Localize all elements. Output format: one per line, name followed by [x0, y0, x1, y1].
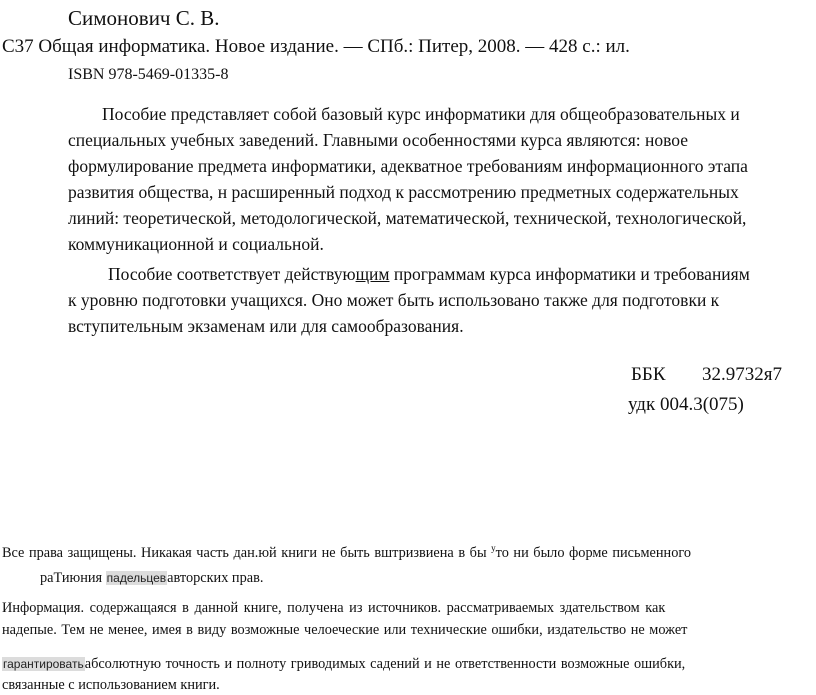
disclaimer-line: Информация. содержащаяся в данной книге, получена из источников. рассматриваемых здательством как: [2, 600, 666, 616]
abstract-line: Пособие представляет собой базовый курс информатики для общеобразовательных и: [102, 104, 740, 124]
usage-line: [68, 261, 816, 287]
rights-text: Все права защищены. Никакая часть дан.юй книги не быть вштризвиена в бы: [2, 545, 487, 561]
disclaimer-line: надепые. Тем не менее, имея в виду возможные челоеческие или технические ошибки, издательство не может: [2, 622, 688, 638]
abstract-line: коммуникационной и социальной.: [68, 234, 324, 254]
abstract-paragraph: [68, 101, 816, 257]
usage-paragraph: [68, 261, 816, 339]
rights-text: авторских прав.: [167, 570, 264, 586]
rights-text: абсолютную точность и полноту гриводимых садений и не ответственности возможные ошибки,: [84, 656, 686, 672]
bbk-label: ББК: [631, 364, 666, 385]
abstract-line: формулирование предмета информатики, адекватное требованиям информационного этапа: [68, 156, 748, 176]
underlined-text: щим: [355, 264, 390, 284]
udk-code: удк 004.3(075): [628, 394, 744, 415]
rights-text: то ни было форме письменного: [495, 545, 692, 561]
bbk-code: 32.9732я7: [702, 364, 782, 385]
usage-text: Пособие соответствует действую: [108, 264, 356, 284]
rights-line: [40, 568, 816, 588]
disclaimer-line: [2, 654, 816, 674]
abstract-line: линий: теоретической, методологической, математической, технической, технологической,: [68, 208, 747, 228]
rights-text: раТиюния: [40, 570, 106, 586]
rights-line: [2, 538, 816, 563]
usage-text: программам курса информатики и требованиям: [389, 264, 750, 284]
disclaimer-line: связанные с использованием книги.: [2, 677, 220, 693]
abstract-line: специальных учебных заведений. Главными особенностями курса являются: новое: [68, 130, 688, 150]
highlighted-word: гарантировать: [3, 657, 84, 671]
bibliographic-title-line: С37 Общая информатика. Новое издание. — СПб.: Питер, 2008. — 428 с.: ил.: [2, 36, 630, 57]
usage-line: к уровню подготовки учащихся. Оно может быть использовано также для подготовки к: [68, 290, 720, 310]
isbn: ISBN 978-5469-01335-8: [68, 66, 229, 83]
superscript-text: у: [491, 543, 496, 553]
highlighted-word: падельцев: [106, 571, 167, 585]
abstract-line: развития общества, н расширенный подход к рассмотрению предметных содержательных: [68, 182, 739, 202]
book-author: Симонович С. В.: [68, 6, 220, 30]
usage-line: вступительным экзаменам или для самообразования.: [68, 316, 464, 336]
